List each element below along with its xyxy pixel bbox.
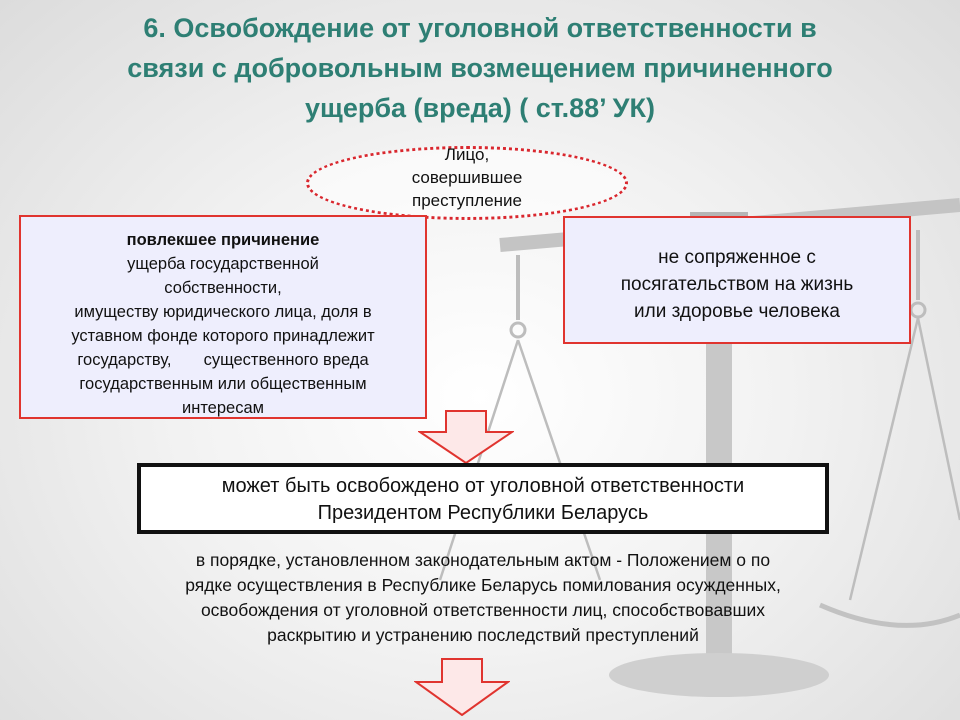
condition-line: уставном фонде которого принадлежит (71, 327, 375, 345)
procedure-line: рядке осуществления в Республике Беларусь помилования осужденных, (185, 575, 781, 595)
condition-damage-box (19, 215, 427, 419)
page-title (40, 8, 920, 128)
condition-line: посягательством на жизнь (620, 274, 854, 295)
procedure-line: в порядке, установленном законодательным актом - Положением о по (195, 550, 771, 570)
condition-line: государству, существенного вреда (77, 351, 369, 369)
condition-line: ущерба государственной (127, 255, 319, 273)
title-line: связи с добровольным возмещением причиненного (127, 53, 833, 83)
condition-line: интересам (181, 399, 264, 417)
condition-line: собственности, (164, 279, 282, 297)
release-result-box (137, 463, 829, 534)
result-line: может быть освобождено от уголовной ответственности (221, 475, 745, 497)
condition-line: или здоровье человека (634, 301, 840, 322)
title-line: ущерба (вреда) ( ст.88’ УК) (305, 93, 655, 123)
procedure-line: раскрытию и устранению последствий преступлений (267, 625, 699, 645)
subject-line: преступление (411, 191, 522, 210)
down-arrow-icon (414, 658, 510, 716)
subject-line: совершившее (411, 168, 523, 187)
subject-line: Лицо, (444, 145, 490, 164)
title-line: 6. Освобождение от уголовной ответственности в (143, 13, 817, 43)
condition-no-violence-box (563, 216, 911, 344)
condition-lead: повлекшее причинение (126, 231, 320, 249)
condition-line: имуществу юридического лица, доля в (74, 303, 372, 321)
result-line: Президентом Республики Беларусь (317, 502, 649, 524)
procedure-text (118, 548, 848, 648)
down-arrow-icon (418, 410, 514, 464)
procedure-line: освобождения от уголовной ответственности лиц, способствовавших (200, 600, 766, 620)
subject-text (306, 143, 628, 212)
condition-line: государственным или общественным (79, 375, 367, 393)
condition-line: не сопряженное с (658, 247, 816, 268)
